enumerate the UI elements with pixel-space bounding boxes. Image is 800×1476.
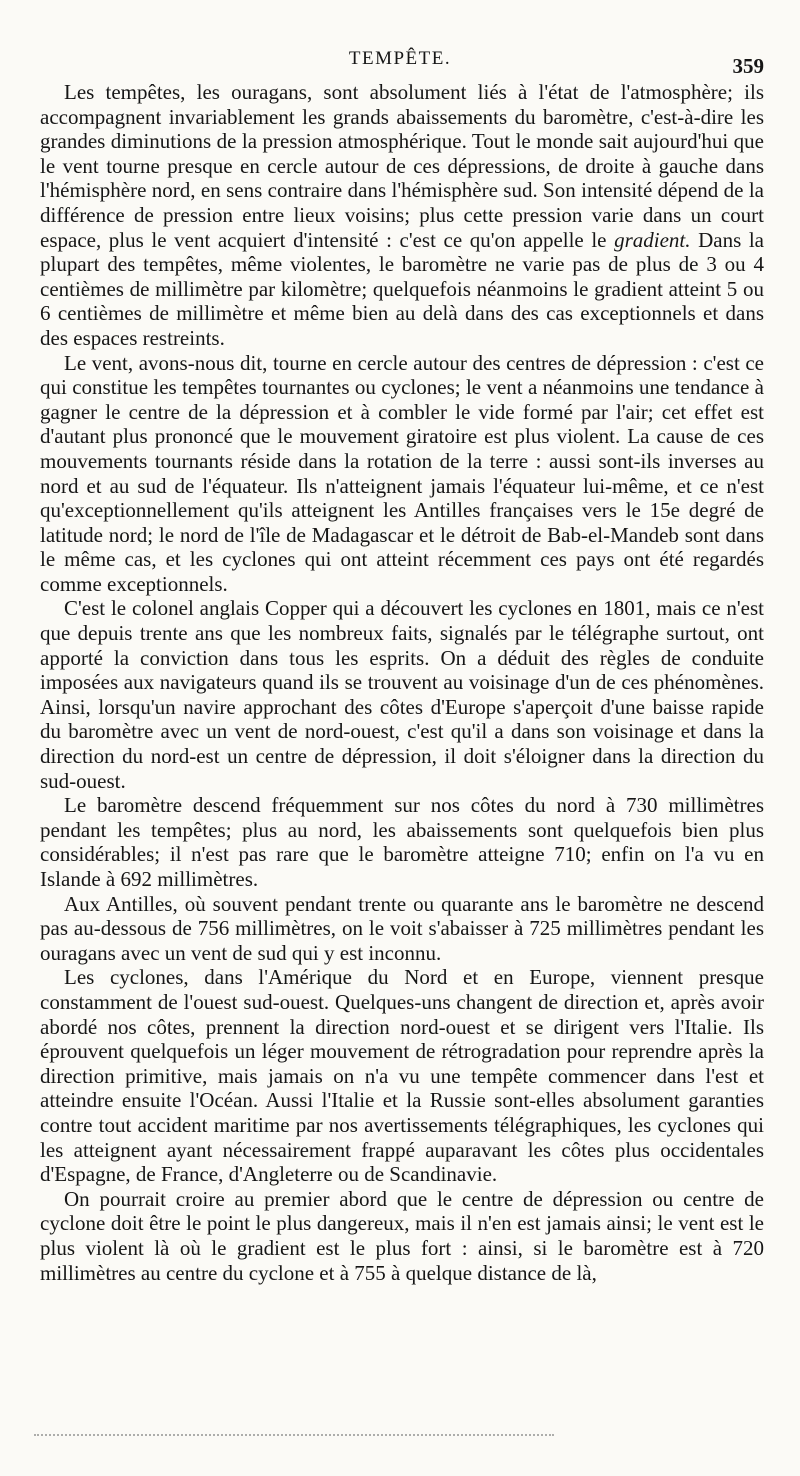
- footer-dotted-rule: [34, 1434, 554, 1436]
- paragraph-rotating-storms: Le vent, avons-nous dit, tourne en cercle autour des centres de dépression : c'est ce qui constitue les tempêtes tournantes ou cyclones; le vent a néanmoins une tendance à gagner le centre de la dépression et à combler le vide formé par l'air; cet effet est d'autant plus prononcé que le mouvement giratoire est plus violent. La cause de ces mouvements tournants réside dans la rotation de la terre : aussi sont-ils inverses au nord et au sud de l'équateur. Ils n'atteignent jamais l'équateur lui-même, et ce n'est qu'exceptionnellement qu'ils atteignent les Antilles françaises vers le 15e degré de latitude nord; le nord de l'île de Madagascar et le détroit de Bab-el-Mandeb sont dans le même cas, et les cyclones qui ont atteint récemment ces pays ont été regardés comme exceptionnels.: [40, 350, 764, 596]
- page-number: 359: [732, 54, 764, 78]
- paragraph-cyclone-paths: Les cyclones, dans l'Amérique du Nord et en Europe, viennent presque constamment de l'ouest sud-ouest. Quelques-uns changent de direction et, après avoir abordé nos côtes, prennent la direction nord-ouest et se dirigent vers l'Italie. Ils éprouvent quelquefois un léger mouvement de rétrogradation pour reprendre après la direction primitive, mais jamais on n'a vu une tempête commencer dans l'est et atteindre ensuite l'Océan. Aussi l'Italie et la Russie sont-elles absolument garanties contre tout accident maritime par nos avertissements télégraphiques, les cyclones qui les atteignent ayant nécessairement frappé auparavant les côtes plus occidentales d'Espagne, de France, d'Angleterre ou de Scandinavie.: [40, 965, 764, 1187]
- paragraph-antilles: Aux Antilles, où souvent pendant trente ou quarante ans le baromètre ne descend pas au-dessous de 756 millimètres, on le voit s'abaisser à 725 millimètres pendant les ouragans avec un vent de sud qui y est inconnu.: [40, 891, 764, 965]
- running-header: [0, 44, 800, 78]
- paragraph-cyclone-center: On pourrait croire au premier abord que le centre de dépression ou centre de cyclone doit être le point le plus dangereux, mais il n'en est jamais ainsi; le vent est le plus violent là où le gradient est le plus fort : ainsi, si le baromètre est à 720 millimètres au centre du cyclone et à 755 à quelque distance de là,: [40, 1186, 764, 1285]
- term-gradient: gradient.: [614, 227, 691, 252]
- paragraph-barometer-lows: Le baromètre descend fréquemment sur nos côtes du nord à 730 millimètres pendant les tempêtes; plus au nord, les abaissements sont quelquefois bien plus considérables; il n'est pas rare que le baromètre atteigne 710; enfin on l'a vu en Islande à 692 millimètres.: [40, 793, 764, 891]
- running-title: TEMPÊTE.: [348, 48, 452, 69]
- paragraph-storms-pressure: Les tempêtes, les ouragans, sont absolument liés à l'état de l'atmosphère; ils accompagnent invariablement les grands abaissements du baromètre, c'est-à-dire les grandes diminutions de la pression atmosphérique. Tout le monde sait aujourd'hui que le vent tourne presque en cercle autour de ces dépressions, de droite à gauche dans l'hémisphère nord, en sens contraire dans l'hémisphère sud. Son intensité dépend de la différence de pression entre lieux voisins; plus cette pression varie dans un court espace, plus le vent acquiert d'intensité : c'est ce qu'on appelle le gradient. Dans la plupart des tempêtes, même violentes, le baromètre ne varie pas de plus de 3 ou 4 centièmes de millimètre par kilomètre; quelquefois néanmoins le gradient atteint 5 ou 6 centièmes de millimètre et même bien au delà dans des cas exceptionnels et dans des espaces restreints.: [40, 80, 764, 350]
- paragraph-discovery-cyclones: C'est le colonel anglais Copper qui a découvert les cyclones en 1801, mais ce n'est que depuis trente ans que les nombreux faits, signalés par le télégraphe surtout, ont apporté la conviction dans tous les esprits. On a déduit des règles de conduite imposées aux navigateurs quand ils se trouvent au voisinage d'un de ces phénomènes. Ainsi, lorsqu'un navire approchant des côtes d'Europe s'aperçoit d'une baisse rapide du baromètre avec un vent de nord-ouest, c'est qu'il a dans son voisinage et dans la direction du nord-est un centre de dépression, il doit s'éloigner dans la direction du sud-ouest.: [40, 596, 764, 793]
- body-text: [40, 80, 764, 1285]
